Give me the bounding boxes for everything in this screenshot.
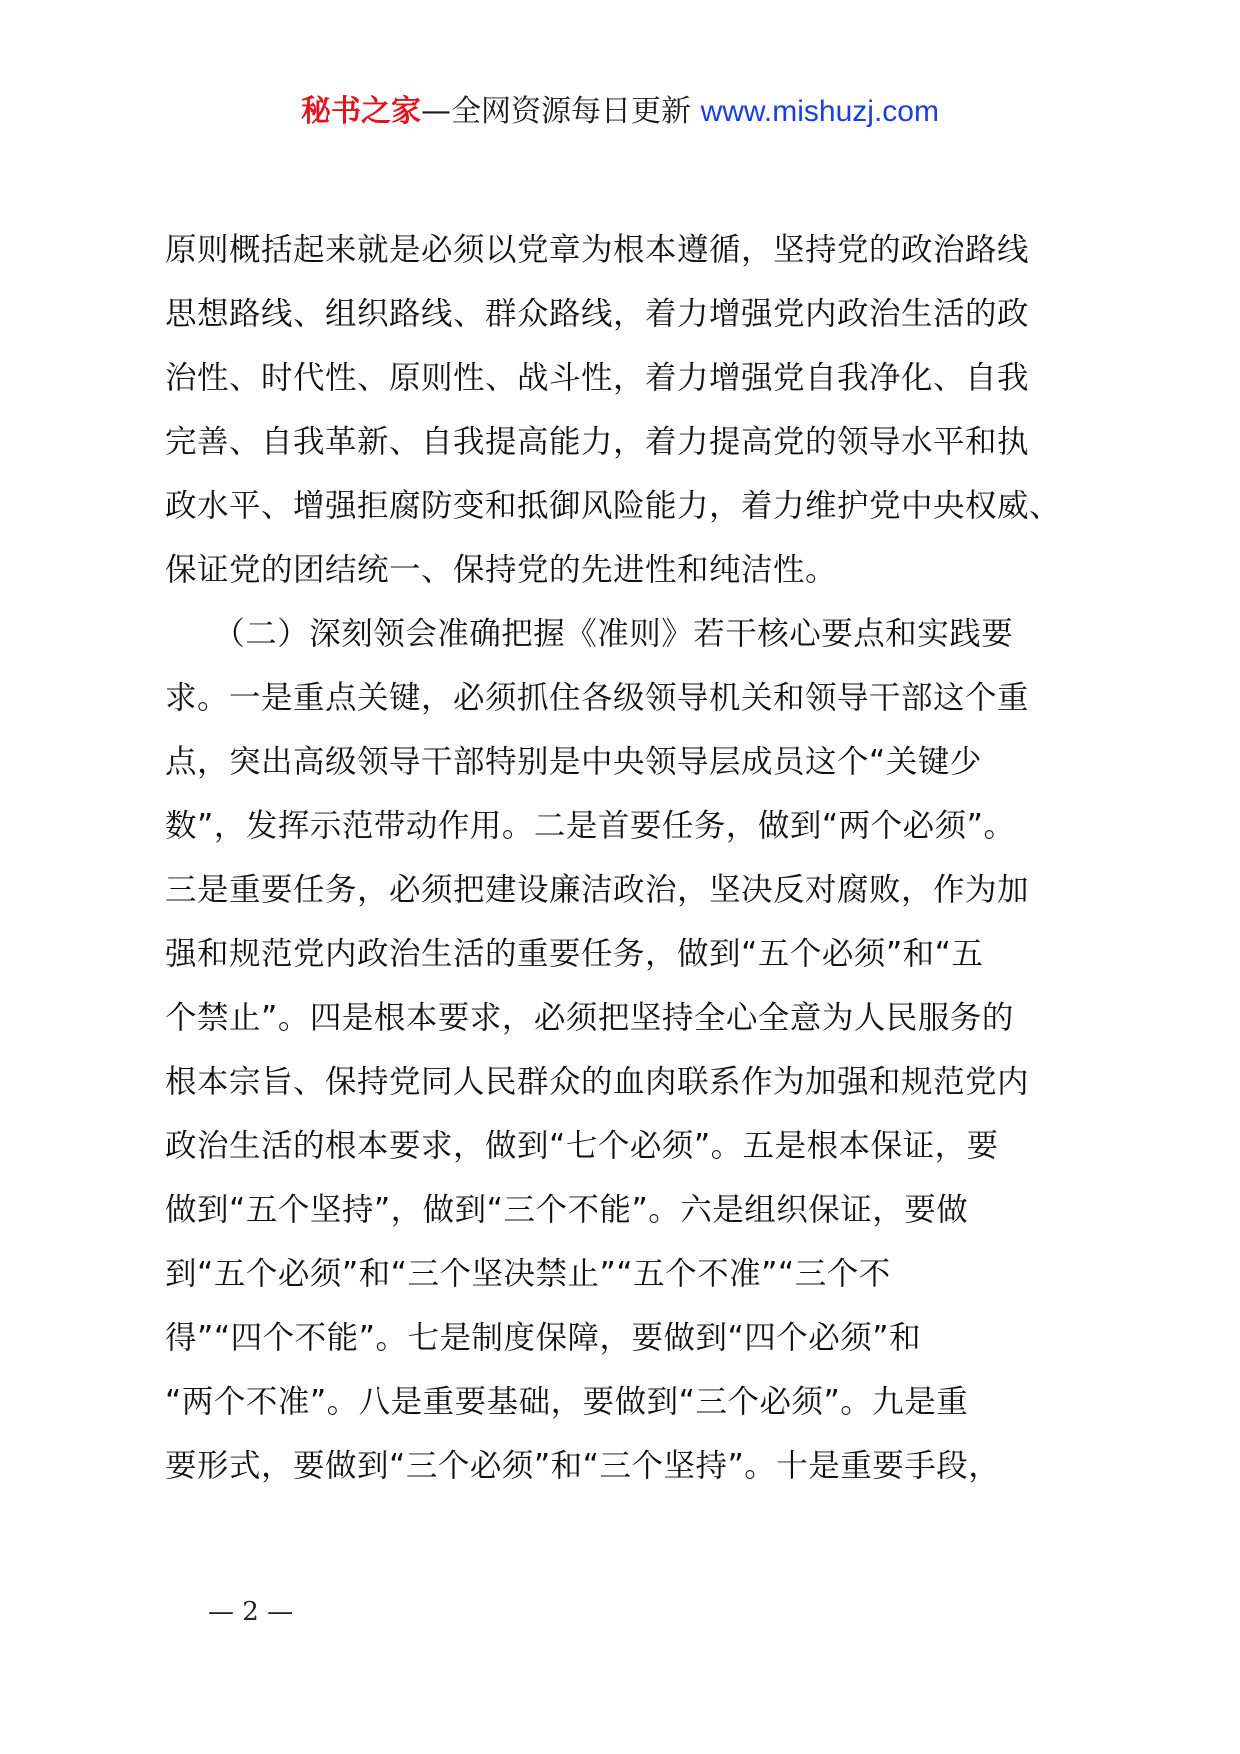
document-body	[165, 218, 1095, 1498]
text-line: 做到“五个坚持”，做到“三个不能”。六是组织保证，要做	[165, 1192, 969, 1228]
text-line: 治性、时代性、原则性、战斗性，着力增强党自我净化、自我	[165, 360, 1030, 396]
section-heading-line: （二）深刻领会准确把握《准则》若干核心要点和实践要	[165, 616, 1014, 652]
text-line: 政治生活的根本要求，做到“七个必须”。五是根本保证，要	[165, 1128, 999, 1164]
text-line: 点，突出高级领导干部特别是中央领导层成员这个“关键少	[165, 744, 982, 780]
text-line: 保证党的团结统一、保持党的先进性和纯洁性。	[165, 552, 838, 588]
header-tagline: —全网资源每日更新	[421, 94, 692, 129]
page-header	[0, 92, 1240, 132]
text-line: 求。一是重点关键，必须抓住各级领导机关和领导干部这个重	[165, 680, 1030, 716]
text-line: 完善、自我革新、自我提高能力，着力提高党的领导水平和执	[165, 424, 1030, 460]
text-line: 数”，发挥示范带动作用。二是首要任务，做到“两个必须”。	[165, 808, 1016, 844]
text-line: 得”“四个不能”。七是制度保障，要做到“四个必须”和	[165, 1320, 922, 1356]
text-line: 要形式，要做到“三个必须”和“三个坚持”。十是重要手段，	[165, 1448, 1001, 1484]
website-link[interactable]: www.mishuzj.com	[700, 95, 939, 128]
text-line: 到“五个必须”和“三个坚决禁止”“五个不准”“三个不	[165, 1256, 891, 1292]
text-line: 根本宗旨、保持党同人民群众的血肉联系作为加强和规范党内	[165, 1064, 1030, 1100]
text-line: “两个不准”。八是重要基础，要做到“三个必须”。九是重	[165, 1384, 969, 1420]
text-line: 思想路线、组织路线、群众路线，着力增强党内政治生活的政	[165, 296, 1030, 332]
text-line: 三是重要任务，必须把建设廉洁政治，坚决反对腐败，作为加	[165, 872, 1030, 908]
text-line: 强和规范党内政治生活的重要任务，做到“五个必须”和“五	[165, 936, 984, 972]
brand-name: 秘书之家	[301, 94, 422, 129]
page-number: — 2 —	[208, 1597, 294, 1627]
text-line: 个禁止”。四是根本要求，必须把坚持全心全意为人民服务的	[165, 1000, 1014, 1036]
text-line: 政水平、增强拒腐防变和抵御风险能力，着力维护党中央权威、	[165, 488, 1062, 524]
text-line: 原则概括起来就是必须以党章为根本遵循，坚持党的政治路线	[165, 232, 1030, 268]
